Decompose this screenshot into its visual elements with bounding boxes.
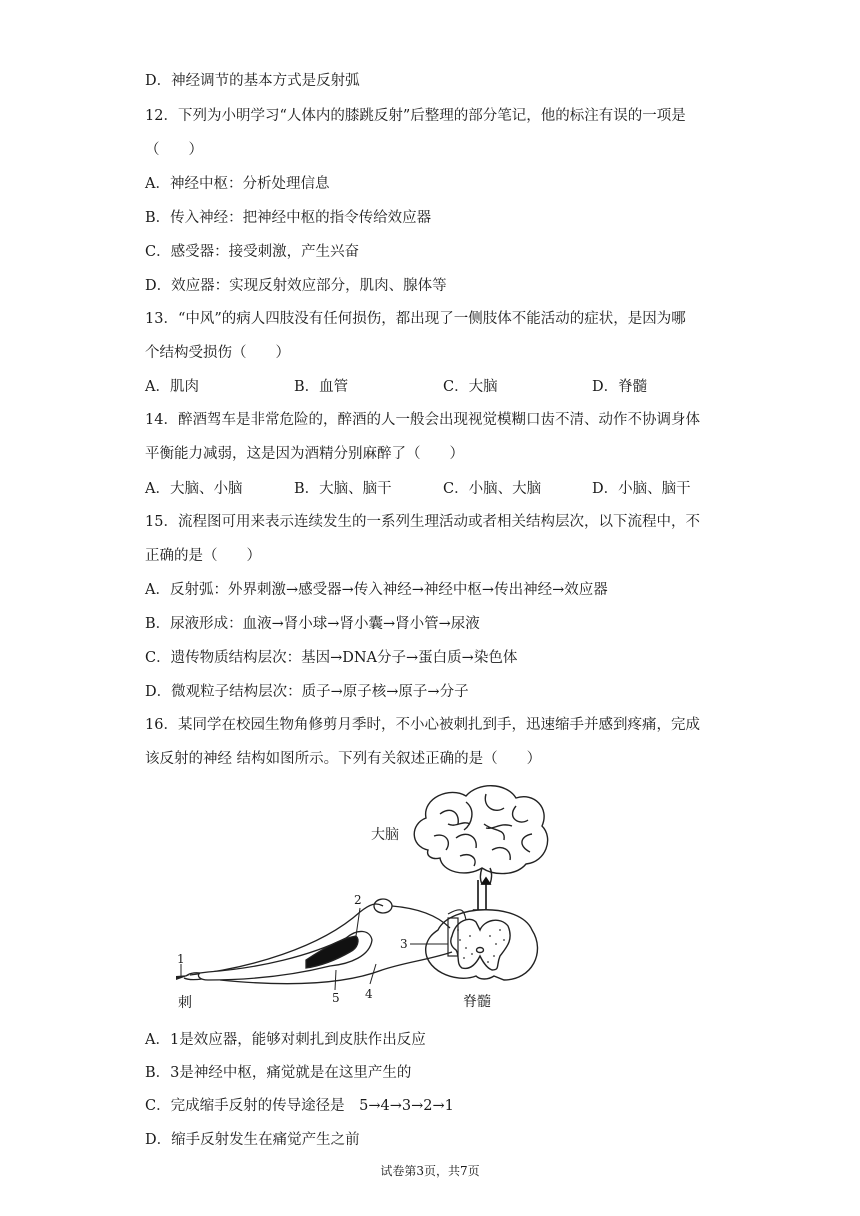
q16-option-d: D．缩手反射发生在痛觉产生之前 (145, 1132, 360, 1148)
page-footer: 试卷第3页，共7页 (380, 1164, 480, 1178)
q15-stem: 15．流程图可用来表示连续发生的一系列生理活动或者相关结构层次，以下流程中，不 (145, 514, 700, 530)
q12-stem-paren: （ ） (145, 142, 203, 158)
brain-drawing (414, 786, 547, 884)
reflex-arc-figure (160, 780, 560, 1020)
q13-stem-cont: 个结构受损伤（ ） (145, 345, 290, 361)
brain-label: 大脑 (371, 827, 399, 843)
q11-option-d: D．神经调节的基本方式是反射弧 (145, 73, 360, 89)
q12-option-d: D．效应器：实现反射效应部分，肌肉、腺体等 (145, 278, 447, 294)
q16-option-b: B．3是神经中枢，痛觉就是在这里产生的 (145, 1065, 412, 1081)
q13-option-a: A．肌肉 (145, 379, 199, 395)
label-5: 5 (332, 991, 340, 1005)
label-4: 4 (365, 987, 373, 1001)
q15-option-c: C．遗传物质结构层次：基因→DNA分子→蛋白质→染色体 (145, 650, 518, 666)
q15-option-b: B．尿液形成：血液→肾小球→肾小囊→肾小管→尿液 (145, 616, 480, 632)
q13-option-c: C．大脑 (443, 379, 498, 395)
q14-stem: 14．醉酒驾车是非常危险的，醉酒的人一般会出现视觉模糊口齿不清、动作不协调身体 (145, 412, 700, 428)
label-3: 3 (400, 937, 408, 951)
q12-stem: 12．下列为小明学习“人体内的膝跳反射”后整理的部分笔记，他的标注有误的一项是 (145, 108, 686, 124)
label-2: 2 (354, 893, 362, 907)
q13-option-d: D．脊髓 (592, 379, 648, 395)
q14-option-c: C．小脑、大脑 (443, 481, 542, 497)
q13-option-b: B．血管 (294, 379, 349, 395)
q15-option-a: A．反射弧：外界刺激→感受器→传入神经→神经中枢→传出神经→效应器 (145, 582, 608, 598)
q12-option-a: A．神经中枢：分析处理信息 (145, 176, 330, 192)
q16-stem-cont: 该反射的神经 结构如图所示。下列有关叙述正确的是（ ） (145, 751, 542, 767)
q16-option-a: A．1是效应器，能够对刺扎到皮肤作出反应 (145, 1032, 426, 1048)
q14-option-d: D．小脑、脑干 (592, 481, 691, 497)
q14-stem-cont: 平衡能力减弱，这是因为酒精分别麻醉了（ ） (145, 446, 464, 462)
label-1: 1 (177, 952, 185, 966)
q12-option-c: C．感受器：接受刺激，产生兴奋 (145, 244, 360, 260)
q14-option-a: A．大脑、小脑 (145, 481, 243, 497)
q12-option-b: B．传入神经：把神经中枢的指令传给效应器 (145, 210, 432, 226)
q16-stem: 16．某同学在校园生物角修剪月季时，不小心被刺扎到手，迅速缩手并感到疼痛，完成 (145, 717, 700, 733)
q15-stem-cont: 正确的是（ ） (145, 548, 261, 564)
spinal-cord-label: 脊髓 (463, 994, 491, 1010)
spinal-cord-drawing (426, 910, 538, 980)
q14-option-b: B．大脑、脑干 (294, 481, 392, 497)
q15-option-d: D．微观粒子结构层次：质子→原子核→原子→分子 (145, 684, 469, 700)
thorn-label: 刺 (178, 995, 192, 1011)
q16-option-c: C．完成缩手反射的传导途径是 5→4→3→2→1 (145, 1098, 454, 1114)
q13-stem: 13．“中风”的病人四肢没有任何损伤，都出现了一侧肢体不能活动的症状，是因为哪 (145, 311, 686, 327)
